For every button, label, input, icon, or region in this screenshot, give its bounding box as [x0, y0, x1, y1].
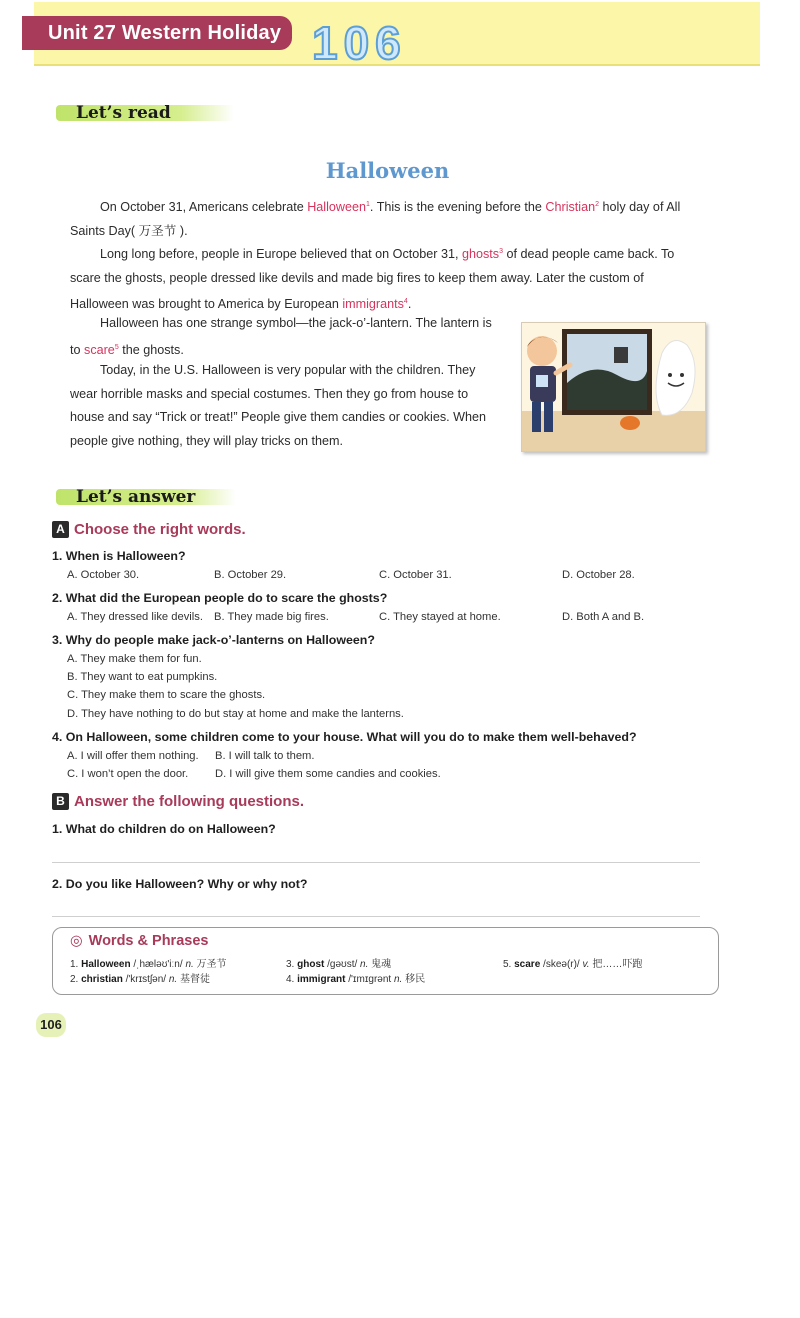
question-b1: 1. What do children do on Halloween?: [52, 822, 276, 836]
section-label-answer-text: Let’s answer: [76, 487, 196, 507]
page-number: 106: [36, 1013, 66, 1037]
boy-with-window-illustration: [522, 323, 705, 451]
part-b-title: Answer the following questions.: [74, 793, 305, 810]
keyword-christian: Christian: [545, 200, 596, 215]
option-a3-a[interactable]: A. They make them for fun.: [67, 653, 202, 665]
option-a4-c[interactable]: C. I won’t open the door.: [67, 768, 189, 780]
section-label-read: [56, 103, 234, 123]
answer-line-b2[interactable]: [52, 916, 700, 917]
option-a2-b[interactable]: B. They made big fires.: [214, 611, 329, 623]
option-a1-d[interactable]: D. October 28.: [562, 569, 635, 581]
option-a2-c[interactable]: C. They stayed at home.: [379, 611, 501, 623]
paragraph-3: Halloween has one strange symbol—the jack-o’-lantern. The lantern is to scare$^5$ the ghosts.: [70, 316, 492, 357]
words-phrases-title: ◎ Words & Phrases: [70, 933, 209, 949]
word-item-3: 3. ghost /gəʊst/ n. 鬼魂: [286, 959, 392, 970]
part-b-badge: B: [52, 793, 69, 810]
part-a-heading: [52, 520, 246, 540]
option-a1-a[interactable]: A. October 30.: [67, 569, 140, 581]
word-item-4: 4. immigrant /'ɪmɪgrənt n. 移民: [286, 974, 426, 985]
option-a3-c[interactable]: C. They make them to scare the ghosts.: [67, 689, 266, 701]
halloween-illustration: [521, 322, 706, 452]
part-a-badge: A: [52, 521, 69, 538]
part-b-heading: [52, 792, 304, 812]
target-circle-icon: ◎: [70, 933, 83, 949]
section-label-read-text: Let’s read: [76, 103, 171, 123]
option-a4-d[interactable]: D. I will give them some candies and cookies.: [215, 768, 441, 780]
word-item-5: 5. scare /skeə(r)/ v. 把……吓跑: [503, 959, 643, 970]
question-a2: 2. What did the European people do to scare the ghosts?: [52, 591, 388, 605]
word-item-2: 2. christian /'krɪstʃən/ n. 基督徒: [70, 974, 210, 985]
option-a1-c[interactable]: C. October 31.: [379, 569, 452, 581]
question-b2: 2. Do you like Halloween? Why or why not?: [52, 877, 308, 891]
story-title: Halloween: [325, 158, 450, 183]
option-a2-d[interactable]: D. Both A and B.: [562, 611, 645, 623]
paragraph-4: Today, in the U.S. Halloween is very popular with the children. They wear horrible masks and special costumes. Then they go from house to house and say “Trick or treat!” People give them candies or cookies. When people give nothing, they will play tricks on them.: [70, 363, 487, 448]
word-item-1: 1. Halloween /ˌhæləʊ'iːn/ n. 万圣节: [70, 959, 227, 970]
section-label-answer: [56, 487, 236, 507]
paragraph-1: On October 31, Americans celebrate Halloween$^1$. This is the evening before the Christian$^2$ holy day of All Saints Day( 万圣节 ).: [70, 200, 681, 238]
keyword-ghosts: ghosts: [461, 247, 500, 262]
option-a3-d[interactable]: D. They have nothing to do but stay at home and make the lanterns.: [67, 708, 404, 720]
option-a4-b[interactable]: B. I will talk to them.: [215, 750, 315, 762]
question-a3: 3. Why do people make jack-o’-lanterns on Halloween?: [52, 633, 375, 647]
option-a2-a[interactable]: A. They dressed like devils.: [67, 611, 203, 623]
paragraph-2: Long long before, people in Europe believed that on October 31, ghosts$^3$ of dead people came back. To scare the ghosts, people dressed like devils and made big fires to keep them away. Later the custom of Halloween was brought to America by European immigrants$^4$.: [70, 247, 675, 312]
unit-title: Unit 27 Western Holiday: [22, 16, 292, 50]
option-a1-b[interactable]: B. October 29.: [214, 569, 287, 581]
question-a1: 1. When is Halloween?: [52, 549, 186, 563]
question-a4: 4. On Halloween, some children come to your house. What will you do to make them well-behaved?: [52, 730, 637, 744]
keyword-immigrants: immigrants: [342, 297, 404, 312]
option-a3-b[interactable]: B. They want to eat pumpkins.: [67, 671, 218, 683]
part-a-title: Choose the right words.: [74, 521, 246, 538]
answer-line-b1[interactable]: [52, 862, 700, 863]
option-a4-a[interactable]: A. I will offer them nothing.: [67, 750, 199, 762]
keyword-scare: scare: [84, 342, 115, 357]
page-big-number: 106: [312, 17, 407, 69]
keyword-halloween: Halloween: [307, 200, 367, 215]
